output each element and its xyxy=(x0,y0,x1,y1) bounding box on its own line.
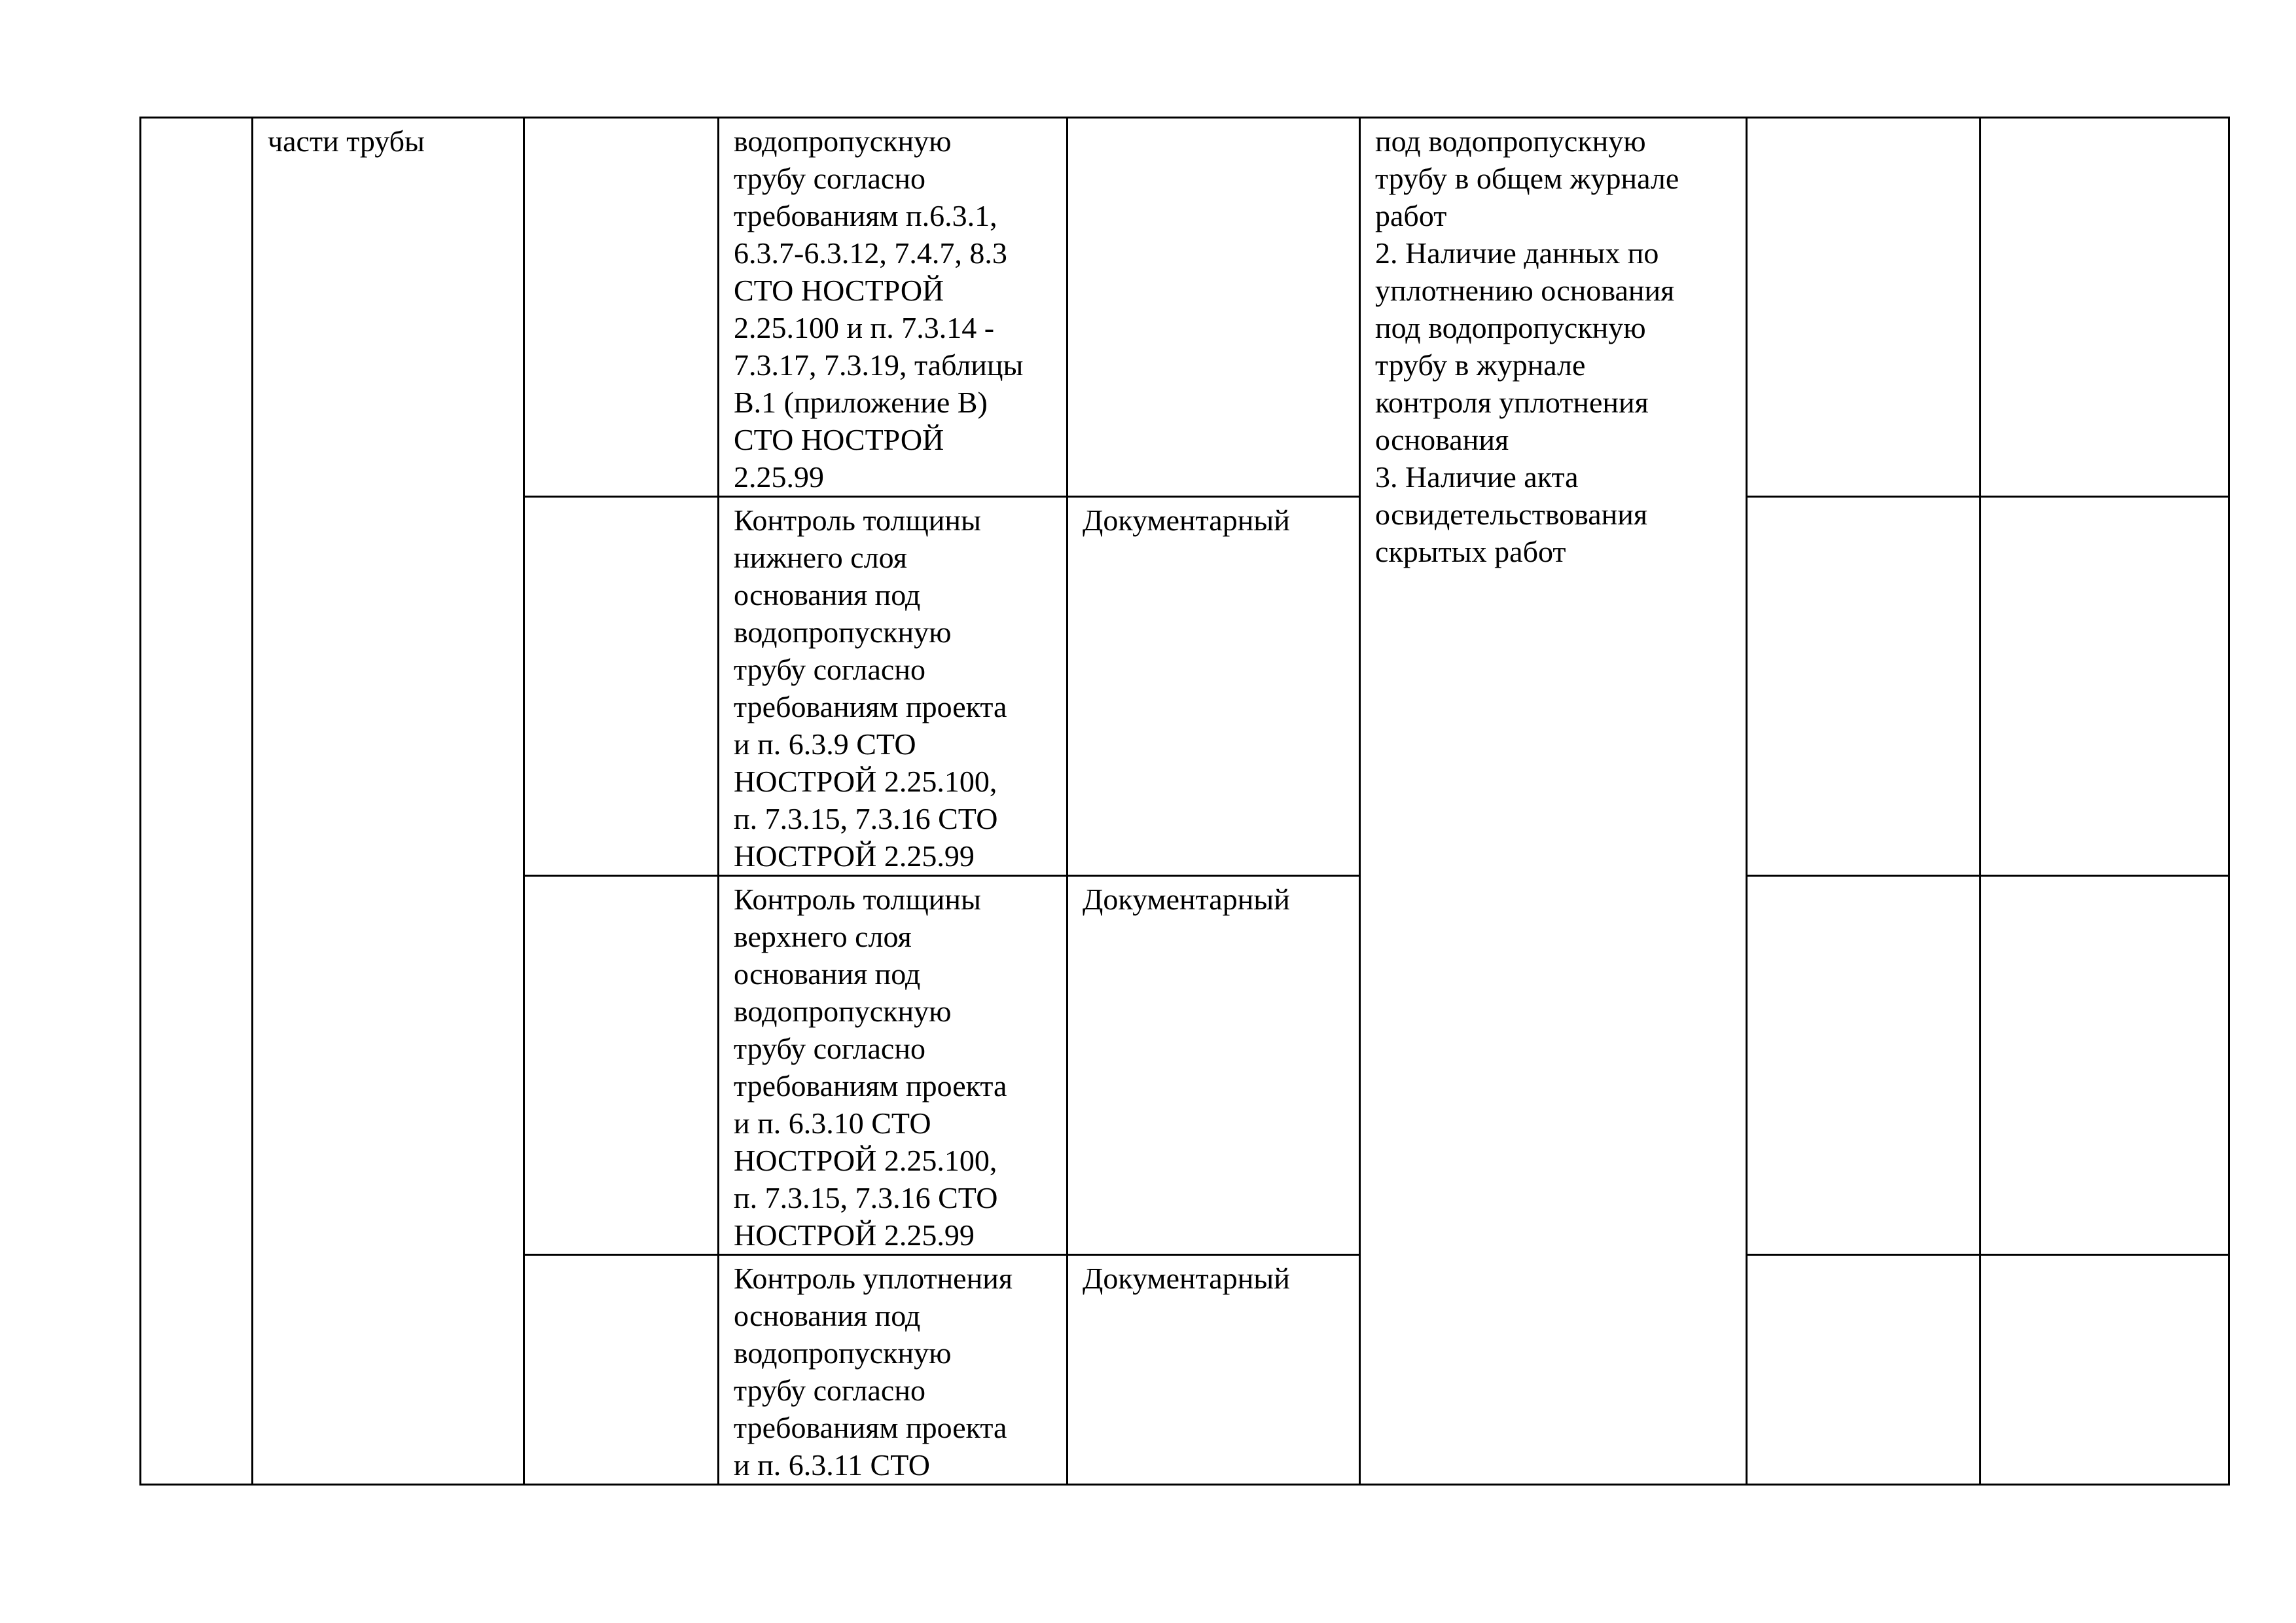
requirement-line: водопропускную xyxy=(734,124,952,158)
requirement-line: трубу согласно xyxy=(734,1032,925,1065)
requirement-line: Контроль толщины xyxy=(734,883,981,916)
requirement-line: трубу согласно xyxy=(734,1374,925,1407)
empty-cell xyxy=(524,876,719,1255)
requirement-line: Контроль толщины xyxy=(734,503,981,537)
requirement-line: нижнего слоя xyxy=(734,541,907,574)
requirement-line: В.1 (приложение В) xyxy=(734,386,988,419)
evidence-cell xyxy=(1360,118,1747,1485)
empty-cell xyxy=(1981,1255,2229,1485)
requirement-line: 2.25.100 и п. 7.3.14 - xyxy=(734,311,995,344)
requirement-line: 2.25.99 xyxy=(734,460,824,494)
empty-cell xyxy=(1747,118,1981,497)
empty-cell xyxy=(1981,497,2229,876)
empty-cell xyxy=(1747,876,1981,1255)
requirement-line: и п. 6.3.11 СТО xyxy=(734,1448,930,1482)
method-cell xyxy=(1067,1255,1360,1485)
requirement-line: трубу согласно xyxy=(734,162,925,195)
requirement-line: требованиям проекта xyxy=(734,1411,1007,1444)
requirement-line: верхнего слоя xyxy=(734,920,912,953)
evidence-line: контроля уплотнения xyxy=(1375,386,1649,419)
requirement-line: водопропускную xyxy=(734,1336,952,1370)
requirement-line: НОСТРОЙ 2.25.99 xyxy=(734,839,975,873)
requirement-line: СТО НОСТРОЙ xyxy=(734,423,944,456)
requirement-line: НОСТРОЙ 2.25.100, xyxy=(734,1144,997,1177)
requirement-line: требованиям проекта xyxy=(734,1069,1007,1103)
requirement-line: СТО НОСТРОЙ xyxy=(734,274,944,307)
requirement-cell xyxy=(719,118,1067,497)
empty-cell xyxy=(524,497,719,876)
requirement-cell xyxy=(719,876,1067,1255)
evidence-line: уплотнению основания xyxy=(1375,274,1675,307)
requirement-line: основания под xyxy=(734,957,921,991)
requirement-line: НОСТРОЙ 2.25.99 xyxy=(734,1218,975,1252)
empty-cell xyxy=(1981,118,2229,497)
table-row xyxy=(141,118,2229,497)
requirement-line: требованиям проекта xyxy=(734,690,1007,723)
method-cell xyxy=(1067,118,1360,497)
requirement-line: требованиям п.6.3.1, xyxy=(734,199,997,232)
empty-cell xyxy=(1981,876,2229,1255)
method-text: Документарный xyxy=(1083,1262,1290,1295)
method-cell xyxy=(1067,497,1360,876)
evidence-line: освидетельствования xyxy=(1375,498,1648,531)
method-cell xyxy=(1067,876,1360,1255)
method-text: Документарный xyxy=(1083,503,1290,537)
requirement-line: и п. 6.3.9 СТО xyxy=(734,727,916,761)
requirement-line: НОСТРОЙ 2.25.100, xyxy=(734,765,997,798)
empty-cell xyxy=(524,1255,719,1485)
empty-cell xyxy=(524,118,719,497)
empty-cell xyxy=(1747,497,1981,876)
requirement-line: водопропускную xyxy=(734,994,952,1028)
requirement-line: водопропускную xyxy=(734,615,952,649)
requirement-line: основания под xyxy=(734,578,921,611)
requirement-line: п. 7.3.15, 7.3.16 СТО xyxy=(734,1181,998,1214)
evidence-line: трубу в общем журнале xyxy=(1375,162,1679,195)
evidence-line: 2. Наличие данных по xyxy=(1375,236,1659,270)
evidence-line: скрытых работ xyxy=(1375,535,1566,568)
element-text: части трубы xyxy=(268,124,425,158)
inspection-table xyxy=(139,117,2230,1486)
requirement-line: трубу согласно xyxy=(734,653,925,686)
requirement-line: п. 7.3.15, 7.3.16 СТО xyxy=(734,802,998,835)
requirement-line: 7.3.17, 7.3.19, таблицы xyxy=(734,348,1024,382)
requirement-cell xyxy=(719,497,1067,876)
requirement-cell xyxy=(719,1255,1067,1485)
evidence-line: под водопропускную xyxy=(1375,311,1646,344)
empty-cell xyxy=(1747,1255,1981,1485)
evidence-line: 3. Наличие акта xyxy=(1375,460,1579,494)
requirement-line: Контроль уплотнения xyxy=(734,1262,1013,1295)
requirement-line: 6.3.7-6.3.12, 7.4.7, 8.3 xyxy=(734,236,1007,270)
index-cell xyxy=(141,118,253,1485)
evidence-line: трубу в журнале xyxy=(1375,348,1586,382)
element-cell xyxy=(253,118,524,1485)
requirement-line: и п. 6.3.10 СТО xyxy=(734,1106,931,1140)
method-text: Документарный xyxy=(1083,883,1290,916)
evidence-line: работ xyxy=(1375,199,1447,232)
requirement-line: основания под xyxy=(734,1299,921,1332)
evidence-line: под водопропускную xyxy=(1375,124,1646,158)
evidence-line: основания xyxy=(1375,423,1509,456)
